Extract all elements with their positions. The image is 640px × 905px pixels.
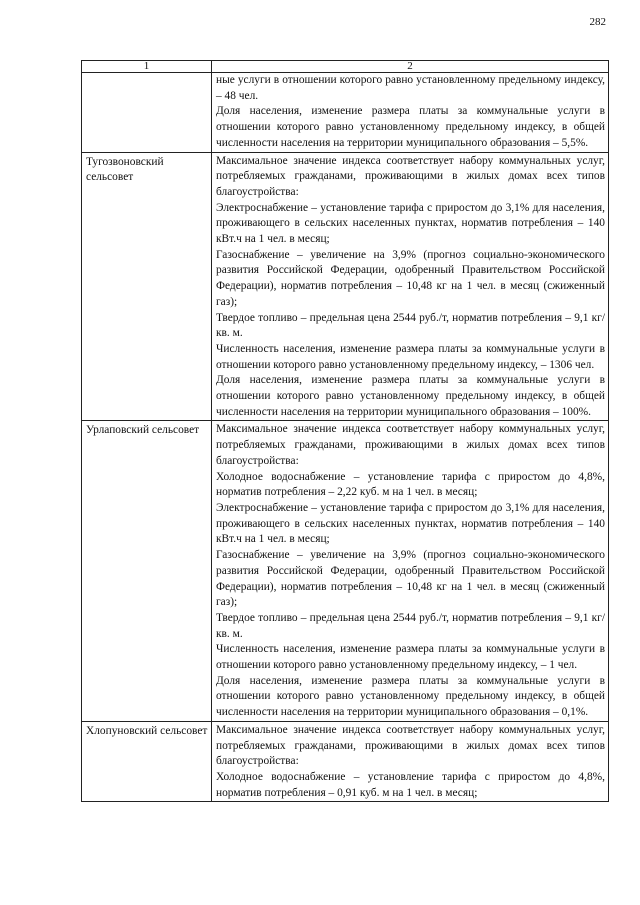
paragraph: ные услуги в отношении которого равно установленному предельному индексу, – 48 чел. bbox=[216, 74, 605, 102]
area-cell: Хлопуновский сельсовет bbox=[82, 721, 212, 802]
description-cell bbox=[212, 421, 609, 721]
paragraph: Доля населения, изменение размера платы за коммунальные услуги в отношении которого равно установленному предельному индексу, в общей численности населения на территории муниципального образования – 0,1%. bbox=[216, 674, 605, 719]
paragraph: Твердое топливо – предельная цена 2544 руб./т, норматив потребления – 9,1 кг/кв. м. bbox=[216, 611, 605, 640]
paragraph: Электроснабжение – установление тарифа с приростом до 3,1% для населения, проживающего в сельских населенных пунктах, норматив потребления – 140 кВт.ч на 1 чел. в месяц; bbox=[216, 501, 605, 546]
table-row bbox=[82, 73, 609, 153]
paragraph: Доля населения, изменение размера платы за коммунальные услуги в отношении которого равно установленному предельному индексу, в общей численности населения на территории муниципального образования – 5,5%. bbox=[216, 105, 605, 149]
area-cell bbox=[82, 73, 212, 153]
paragraph: Численность населения, изменение размера платы за коммунальные услуги в отношении которого равно установленному предельному индексу, – 1306 чел. bbox=[216, 342, 605, 371]
table-row bbox=[82, 421, 609, 721]
paragraph: Газоснабжение – увеличение на 3,9% (прогноз социально-экономического развития Российской Федерации, одобренный Правительством Российской Федерации), норматив потребления – 10,48 кг на 1 чел. в месяц (сжиженный газ); bbox=[216, 549, 605, 609]
description-cell bbox=[212, 152, 609, 421]
description-cell bbox=[212, 73, 609, 153]
paragraph: Численность населения, изменение размера платы за коммунальные услуги в отношении которого равно установленному предельному индексу, – 1 чел. bbox=[216, 643, 605, 672]
paragraph: Доля населения, изменение размера платы за коммунальные услуги в отношении которого равно установленному предельному индексу, в общей численности населения на территории муниципального образования – 100%. bbox=[216, 374, 605, 418]
column-header-2: 2 bbox=[212, 61, 609, 73]
paragraph: Максимальное значение индекса соответствует набору коммунальных услуг, потребляемых гражданами, проживающими в жилых домах всех типов благоустройства: bbox=[216, 423, 605, 467]
header-row bbox=[82, 61, 609, 73]
paragraph: Газоснабжение – увеличение на 3,9% (прогноз социально-экономического развития Российской Федерации, одобренный Правительством Российской Федерации), норматив потребления – 10,48 кг на 1 чел. в месяц (сжиженный газ); bbox=[216, 248, 605, 308]
area-cell: Урлаповский сельсовет bbox=[82, 421, 212, 721]
description-cell bbox=[212, 721, 609, 802]
document-table bbox=[81, 60, 609, 802]
paragraph: Максимальное значение индекса соответствует набору коммунальных услуг, потребляемых гражданами, проживающими в жилых домах всех типов благоустройства: bbox=[216, 723, 605, 768]
paragraph: Холодное водоснабжение – установление тарифа с приростом до 4,8%, норматив потребления – 0,91 куб. м на 1 чел. в месяц; bbox=[216, 770, 605, 799]
column-header-1: 1 bbox=[82, 61, 212, 73]
area-cell: Тугозвоновский сельсовет bbox=[82, 152, 212, 421]
page-number: 282 bbox=[589, 16, 606, 28]
table-row bbox=[82, 152, 609, 421]
paragraph: Электроснабжение – установление тарифа с приростом до 3,1% для населения, проживающего в сельских населенных пунктах, норматив потребления – 140 кВт.ч на 1 чел. в месяц; bbox=[216, 201, 605, 246]
table-row bbox=[82, 721, 609, 802]
paragraph: Максимальное значение индекса соответствует набору коммунальных услуг, потребляемых гражданами, проживающими в жилых домах всех типов благоустройства: bbox=[216, 154, 605, 198]
paragraph: Твердое топливо – предельная цена 2544 руб./т, норматив потребления – 9,1 кг/кв. м. bbox=[216, 311, 605, 340]
paragraph: Холодное водоснабжение – установление тарифа с приростом до 4,8%, норматив потребления – 2,22 куб. м на 1 чел. в месяц; bbox=[216, 470, 605, 499]
